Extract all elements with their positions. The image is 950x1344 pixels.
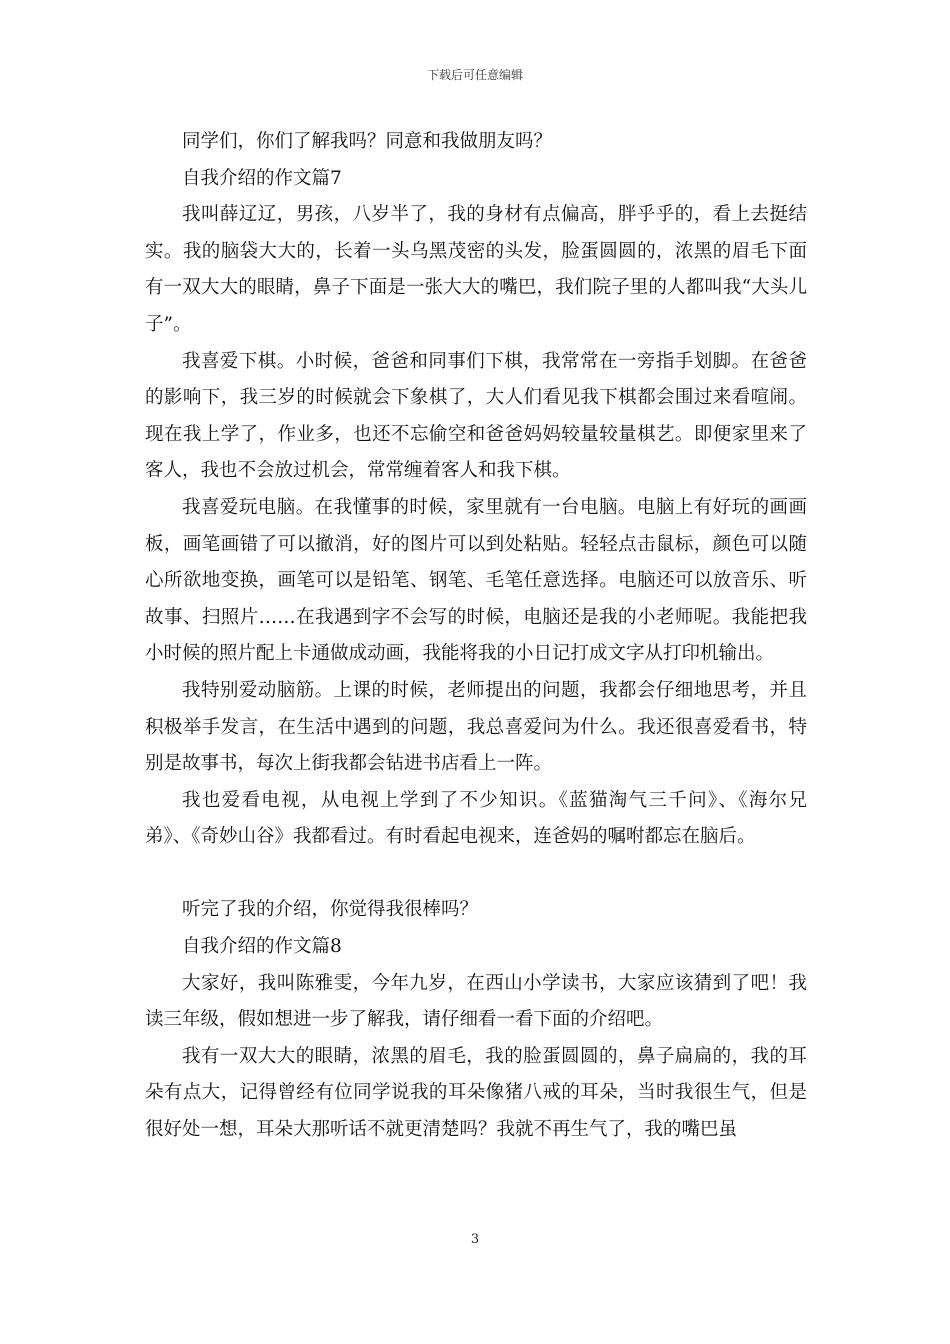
paragraph-features: 我有一双大大的眼睛，浓黑的眉毛，我的脸蛋圆圆的，鼻子扁扁的，我的耳朵有点大，记得曾经有位同学说我的耳朵像猪八戒的耳朵，当时我很生气，但是很好处一想，耳朵大那听话不就更清楚吗？我就不再生气了，我的嘴巴虽 <box>145 1045 807 1141</box>
page-number: 3 <box>470 1232 480 1247</box>
paragraph-greeting: 大家好，我叫陈雅雯，今年九岁，在西山小学读书，大家应该猜到了吧！我读三年级，假如想进一步了解我，请仔细看一看下面的介绍吧。 <box>145 972 807 1031</box>
paragraph-tv: 我也爱看电视，从电视上学到了不少知识。《蓝猫淘气三千问》、《海尔兄弟》、《奇妙山谷》我都看过。有时看起电视来，连爸妈的嘱咐都忘在脑后。 <box>145 789 807 848</box>
paragraph-question: 听完了我的介绍，你觉得我很棒吗？ <box>182 899 479 921</box>
essay-title-8: 自我介绍的作文篇8 <box>182 936 342 958</box>
paragraph-computer: 我喜爱玩电脑。在我懂事的时候，家里就有一台电脑。电脑上有好玩的画画板，画笔画错了可以撤消，好的图片可以到处粘贴。轻轻点击鼠标，颜色可以随心所欲地变换，画笔可以是铅笔、钢笔、毛笔任意选择。电脑还可以放音乐、听故事、扫照片……在我遇到字不会写的时候，电脑还是我的小老师呢。我能把我小时候的照片配上卡通做成动画，我能将我的小日记打成文字从打印机输出。 <box>145 496 807 665</box>
page-header-note: 下载后可任意编辑 <box>426 68 523 82</box>
document-body <box>145 124 807 1149</box>
paragraph-chess: 我喜爱下棋。小时候，爸爸和同事们下棋，我常常在一旁指手划脚。在爸爸的影响下，我三岁的时候就会下象棋了，大人们看见我下棋都会围过来看喧闹。现在我上学了，作业多，也还不忘偷空和爸爸妈妈较量较量棋艺。即便家里来了客人，我也不会放过机会，常常缠着客人和我下棋。 <box>145 350 807 482</box>
paragraph-appearance: 我叫薛辽辽，男孩，八岁半了，我的身材有点偏高，胖乎乎的，看上去挺结实。我的脑袋大大的，长着一头乌黑茂密的头发，脸蛋圆圆的，浓黑的眉毛下面有一双大大的眼睛，鼻子下面是一张大大的嘴巴，我们院子里的人都叫我“大头儿子”。 <box>145 204 807 335</box>
paragraph-closing-question: 同学们，你们了解我吗？同意和我做朋友吗？ <box>182 131 553 152</box>
paragraph-thinking: 我特别爱动脑筋。上课的时候，老师提出的问题，我都会仔细地思考，并且积极举手发言，在生活中遇到的问题，我总喜爱问为什么。我还很喜爱看书，特别是故事书，每次上街我都会钻进书店看上一阵。 <box>145 679 807 775</box>
essay-title-7: 自我介绍的作文篇7 <box>182 167 342 189</box>
